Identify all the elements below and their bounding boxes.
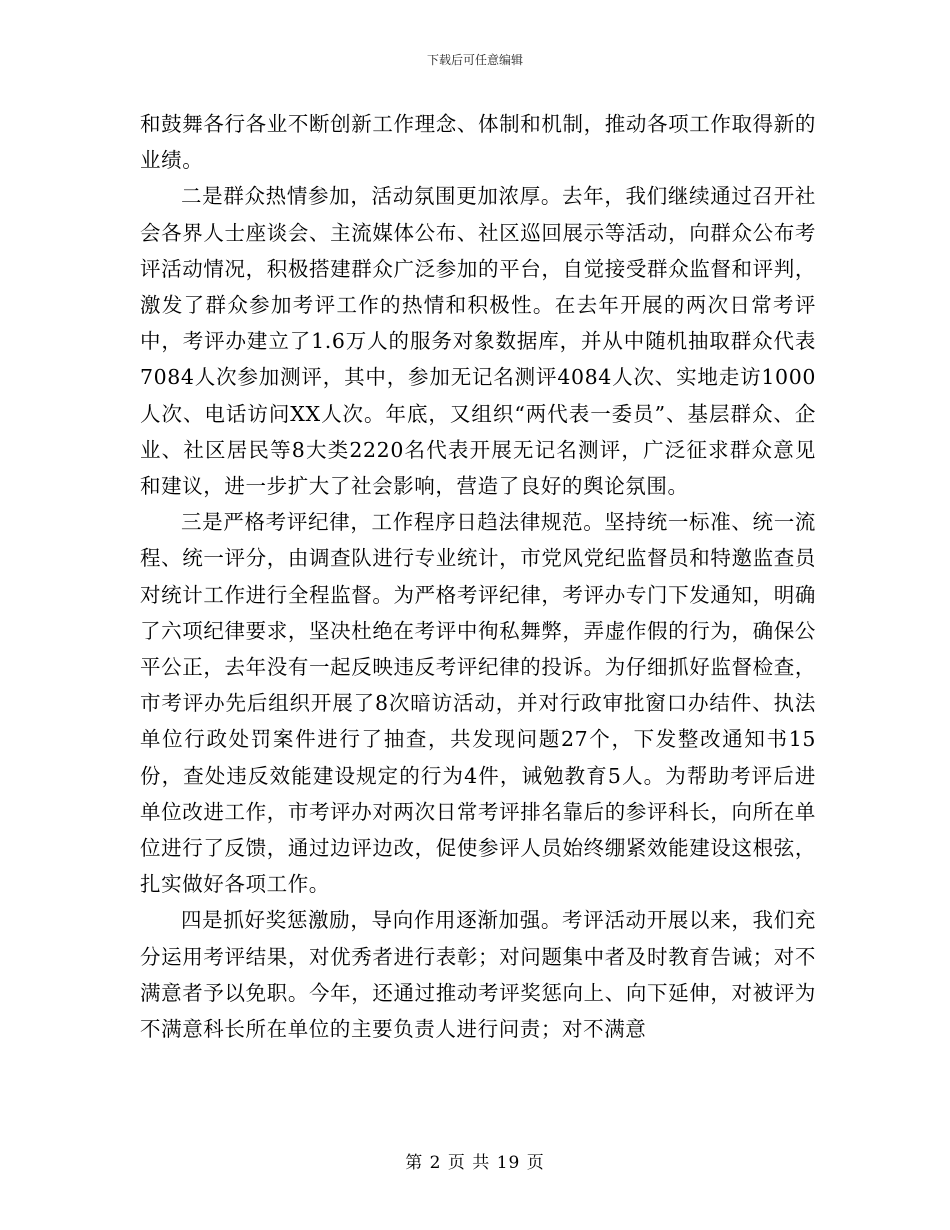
paragraph-4: 四是抓好奖惩激励，导向作用逐渐加强。考评活动开展以来，我们充分运用考评结果，对优秀者进行表彰；对问题集中者及时教育告诫；对不满意者予以免职。今年，还通过推动考评奖惩向上、向下延伸，对被评为不满意科长所在单位的主要负责人进行问责；对不满意 — [140, 908, 816, 1042]
page-footer: 第 2 页 共 19 页 — [405, 1153, 545, 1173]
paragraph-2: 二是群众热情参加，活动氛围更加浓厚。去年，我们继续通过召开社会各界人士座谈会、主流媒体公布、社区巡回展示等活动，向群众公布考评活动情况，积极搭建群众广泛参加的平台，自觉接受群众监督和评判，激发了群众参加考评工作的热情和积极性。在去年开展的两次日常考评中，考评办建立了1.6万人的服务对象数据库，并从中随机抽取群众代表7084人次参加测评，其中，参加无记名测评4084人次、实地走访1000人次、电话访问XX人次。年底，又组织“两代表一委员”、基层群众、企业、社区居民等8大类2220名代表开展无记名测评，广泛征求群众意见和建议，进一步扩大了社会影响，营造了良好的舆论氛围。 — [140, 184, 816, 499]
document-body — [140, 106, 816, 1047]
paragraph-3: 三是严格考评纪律，工作程序日趋法律规范。坚持统一标准、统一流程、统一评分，由调查队进行专业统计，市党风党纪监督员和特邀监查员对统计工作进行全程监督。为严格考评纪律，考评办专门下发通知，明确了六项纪律要求，坚决杜绝在考评中徇私舞弊，弄虚作假的行为，确保公平公正，去年没有一起反映违反考评纪律的投诉。为仔细抓好监督检查，市考评办先后组织开展了8次暗访活动，并对行政审批窗口办结件、执法单位行政处罚案件进行了抽查，共发现问题27个，下发整改通知书15份，查处违反效能建设规定的行为4件，诫勉教育5人。为帮助考评后进单位改进工作，市考评办对两次日常考评排名靠后的参评科长，向所在单位进行了反馈，通过边评边改，促使参评人员始终绷紧效能建设这根弦，扎实做好各项工作。 — [140, 510, 816, 897]
page-header: 下载后可任意编辑 — [426, 53, 523, 67]
paragraph-continuation: 和鼓舞各行各业不断创新工作理念、体制和机制，推动各项工作取得新的业绩。 — [140, 112, 816, 173]
